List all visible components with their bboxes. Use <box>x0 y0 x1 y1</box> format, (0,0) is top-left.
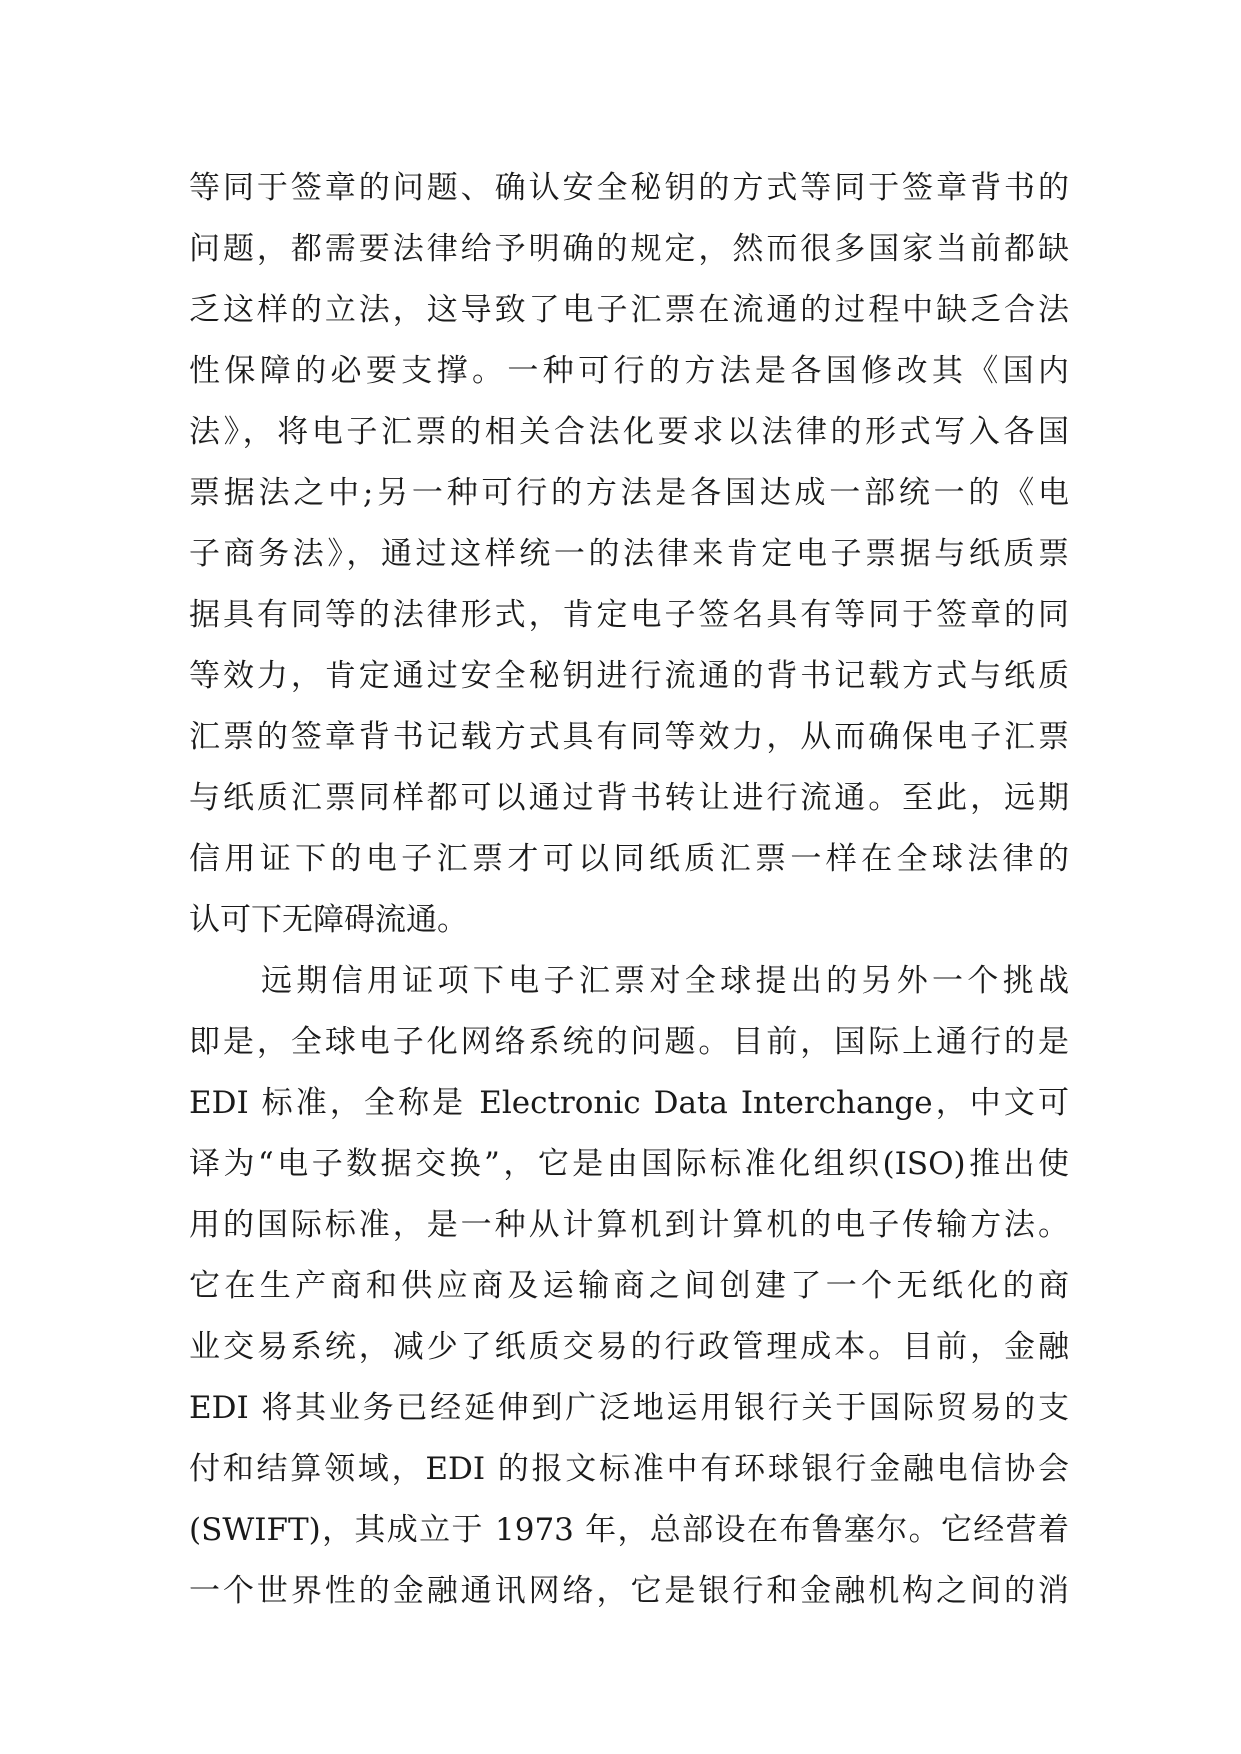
text-line: 业交易系统，减少了纸质交易的行政管理成本。目前，金融 <box>189 1329 1069 1365</box>
text-line: 性保障的必要支撑。一种可行的方法是各国修改其《国内 <box>189 353 1069 389</box>
text-line: 子商务法》，通过这样统一的法律来肯定电子票据与纸质票 <box>189 536 1069 572</box>
text-line: 认可下无障碍流通。 <box>189 902 468 938</box>
text-line: 远期信用证项下电子汇票对全球提出的另外一个挑战 <box>261 963 1069 999</box>
text-line: 法》，将电子汇票的相关合法化要求以法律的形式写入各国 <box>189 414 1069 450</box>
text-line: 等同于签章的问题、确认安全秘钥的方式等同于签章背书的 <box>189 170 1069 206</box>
text-line: 它在生产商和供应商及运输商之间创建了一个无纸化的商 <box>189 1268 1069 1304</box>
text-line: 一个世界性的金融通讯网络，它是银行和金融机构之间的消 <box>189 1573 1069 1609</box>
text-line: 用的国际标准，是一种从计算机到计算机的电子传输方法。 <box>189 1207 1069 1243</box>
text-line: EDI 标准，全称是 Electronic Data Interchange，中文可 <box>189 1085 1069 1121</box>
text-line: 汇票的签章背书记载方式具有同等效力，从而确保电子汇票 <box>189 719 1069 755</box>
text-line: 乏这样的立法，这导致了电子汇票在流通的过程中缺乏合法 <box>189 292 1069 328</box>
text-line: EDI 将其业务已经延伸到广泛地运用银行关于国际贸易的支 <box>189 1390 1069 1426</box>
text-line: 等效力，肯定通过安全秘钥进行流通的背书记载方式与纸质 <box>189 658 1069 694</box>
text-line: 票据法之中;另一种可行的方法是各国达成一部统一的《电 <box>189 475 1069 511</box>
text-line: (SWIFT)，其成立于 1973 年，总部设在布鲁塞尔。它经营着 <box>189 1512 1069 1548</box>
paragraph-2 <box>189 951 1069 1622</box>
text-line: 问题，都需要法律给予明确的规定，然而很多国家当前都缺 <box>189 231 1069 267</box>
body-text <box>189 158 1069 1622</box>
paragraph-1 <box>189 158 1069 951</box>
text-line: 即是，全球电子化网络系统的问题。目前，国际上通行的是 <box>189 1024 1069 1060</box>
text-line: 与纸质汇票同样都可以通过背书转让进行流通。至此，远期 <box>189 780 1069 816</box>
text-line: 译为“电子数据交换”，它是由国际标准化组织(ISO)推出使 <box>189 1146 1069 1182</box>
text-line: 据具有同等的法律形式，肯定电子签名具有等同于签章的同 <box>189 597 1069 633</box>
text-line: 付和结算领域，EDI 的报文标准中有环球银行金融电信协会 <box>189 1451 1069 1487</box>
text-line: 信用证下的电子汇票才可以同纸质汇票一样在全球法律的 <box>189 841 1069 877</box>
